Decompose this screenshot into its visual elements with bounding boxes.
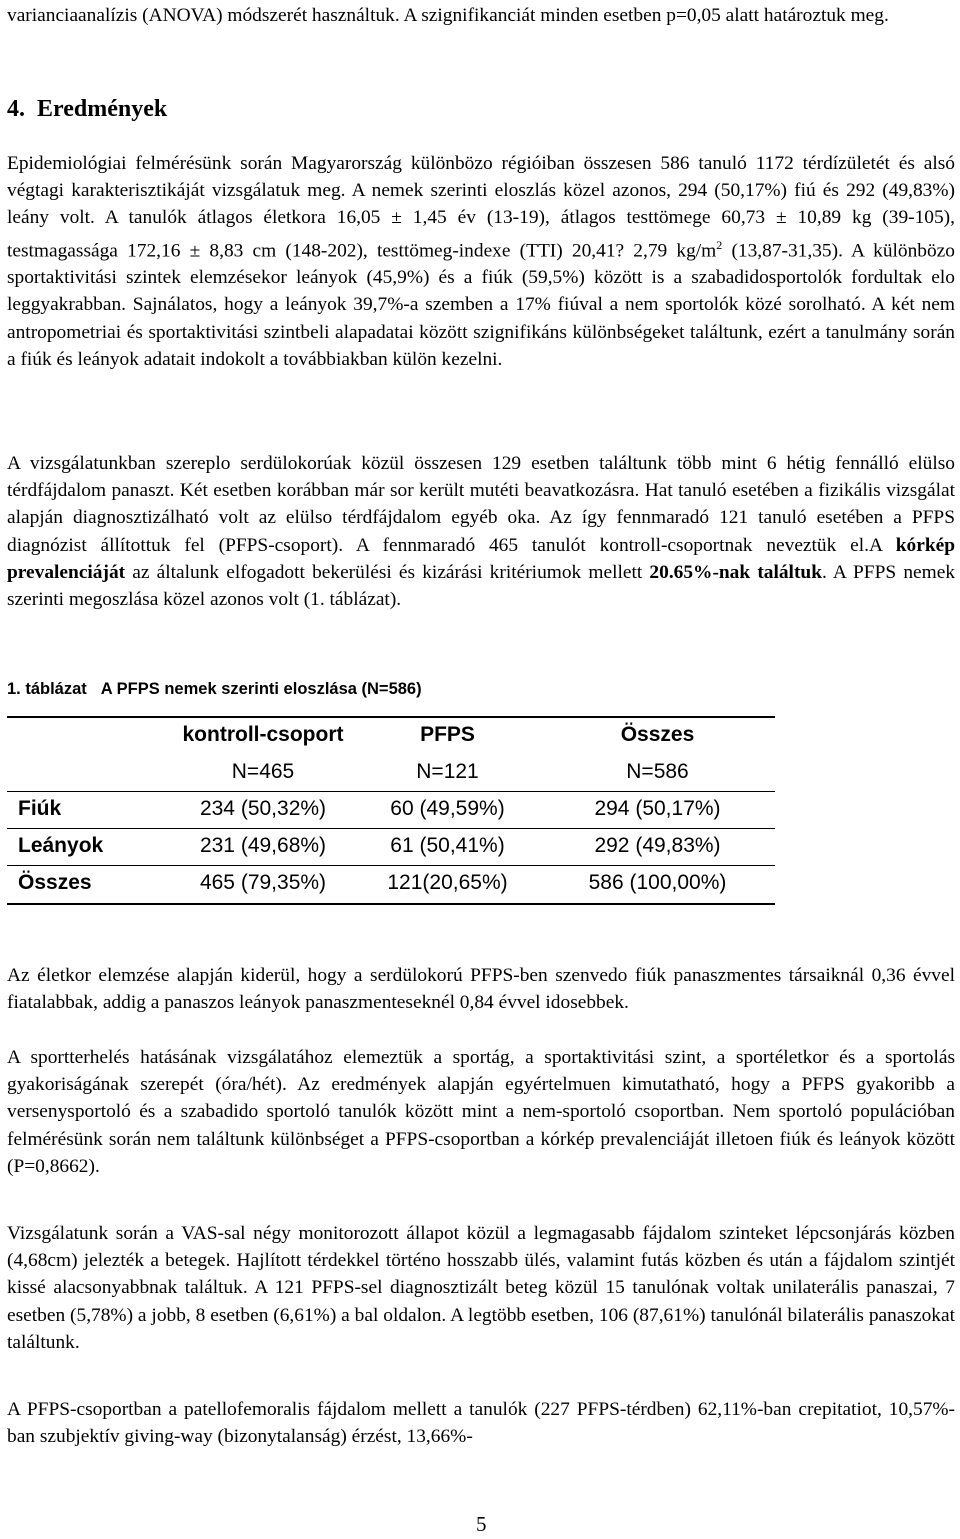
section-title: Eredmények bbox=[37, 96, 168, 122]
count-control-group: N=465 bbox=[231, 760, 295, 783]
cell-boys-control: 234 (50,32%) bbox=[199, 797, 327, 820]
intro-text: varianciaanalízis (ANOVA) módszerét használtuk. A szignifikanciát minden esetben p=0,05 alatt határoztuk meg. bbox=[7, 5, 889, 26]
paragraph-pfps-bold-b: 20.65%-nak találtuk bbox=[649, 561, 822, 583]
paragraph-vas-text: Vizsgálatunk során a VAS-sal négy monitorozott állapot közül a legmagasabb fájdalom szinteket lépcsonjárás közben (4,68cm) jelezték a betegek. Hajlított térdekkel történo hosszabb ülés, valamint futás közben és után a fájdalom szintjét kissé alacsonyabbnak találtuk. A 121 PFPS-sel diagnosztizált beteg közül 15 tanulónak voltak unilaterális panaszai, 7 esetben (5,78%) a jobb, 8 esetben (6,61%) a bal oldalon. A legtöbb esetben, 106 (87,61%) tanulónál bilaterális panaszokat találtunk. bbox=[7, 1223, 955, 1353]
table-caption-title: A PFPS nemek szerinti eloszlása (N=586) bbox=[100, 680, 422, 698]
table-bottom-rule bbox=[7, 903, 775, 905]
paragraph-vas-pain bbox=[7, 1220, 955, 1356]
paragraph-sport-load bbox=[7, 1044, 955, 1180]
paragraph-age-text: Az életkor elemzése alapján kiderül, hogy a serdülokorú PFPS-ben szenvedo fiúk panaszmentes társaiknál 0,36 évvel fiatalabbak, addig a panaszos leányok panaszmenteseknél 0,84 évvel idosebbek. bbox=[7, 965, 955, 1014]
row-label-boys: Fiúk bbox=[18, 797, 62, 820]
paragraph-pfps-diagnosis bbox=[7, 450, 955, 613]
paragraph-epidemiology-text-a: Epidemiológiai felmérésünk során Magyarország különbözo régióiban összesen 586 tanuló 1172 térdízületét és alsó végtagi karakterisztikáját vizsgálatuk meg. A nemek szerinti eloszlás közel azonos, 294 (50,17%) fiú és 292 (49,83%) leány volt. A tanulók átlagos életkora 16,05 ± 1,45 év (13-19), átlagos testtömege 60,73 ± 10,89 kg (39-105), testmagassága 172,16 ± 8,83 cm (148-202), testtömeg-indexe (TTI) 20,41? 2,79 kg/m bbox=[7, 153, 955, 262]
cell-girls-total: 292 (49,83%) bbox=[594, 834, 721, 857]
paragraph-epidemiology-text-b: (13,87-31,35). A különbözo sportaktivitási szintek elemzésekor leányok (45,9%) és a fiúk (59,5%) között is a szabadidosportolók fordultak elo leggyakrabban. Sajnálatos, hogy a leányok 39,7%-a szemben a 17% fiúval a nem sportolók közé sorolható. A két nem antropometriai és sportaktivitási szintbeli alapadatai között szignifikáns különbségeket találtunk, ezért a tanulmány során a fiúk és leányok adatait indokolt a továbbiakban külön kezelni. bbox=[7, 240, 955, 370]
count-pfps: N=121 bbox=[416, 760, 479, 783]
page-number: 5 bbox=[476, 1512, 487, 1536]
superscript-2: 2 bbox=[716, 237, 723, 252]
table-caption-label: 1. táblázat bbox=[7, 680, 87, 698]
cell-girls-control: 231 (49,68%) bbox=[199, 834, 327, 857]
table-header-rule bbox=[7, 791, 775, 792]
paragraph-sport-text: A sportterhelés hatásának vizsgálatához elemeztük a sportág, a sportaktivitási szint, a sportéletkor és a sportolás gyakoriságának szerepét (óra/hét). Az eredmények alapján egyértelmuen kimutatható, hogy a PFPS gyakoribb a versenysportoló és a szabadido sportoló tanulók között mint a nem-sportoló csoportban. Nem sportoló populációban felmérésünk során nem találtunk különbséget a PFPS-csoportban a kórkép prevalenciáját illetoen fiúk és leányok között (P=0,8662). bbox=[7, 1047, 955, 1177]
paragraph-pfps-text-a: A vizsgálatunkban szereplo serdülokorúak közül összesen 129 esetben találtunk több mint 6 hétig fennálló elülso térdfájdalom panaszt. Két esetben korábban már sor került mutéti beavatkozásra. Hat tanuló esetében a fizikális vizsgálat alapján diagnosztizálható volt az elülso térdfájdalom egyéb oka. Az így fennmaradó 121 tanuló esetében a PFPS diagnózist állítottuk fel (PFPS-csoport). A fennmaradó 465 tanulót kontroll-csoportnak neveztük el.A bbox=[7, 453, 955, 556]
table-top-rule bbox=[7, 716, 775, 718]
paragraph-pfps-text-b: az általunk elfogadott bekerülési és kizárási kritériumok mellett bbox=[125, 561, 650, 583]
cell-boys-total: 294 (50,17%) bbox=[594, 797, 721, 820]
paragraph-epidemiology bbox=[7, 150, 955, 373]
cell-boys-pfps: 60 (49,59%) bbox=[390, 797, 505, 820]
table-row-rule bbox=[7, 828, 775, 829]
header-total: Összes bbox=[620, 723, 695, 746]
header-control-group: kontroll-csoport bbox=[182, 723, 344, 746]
paragraph-pfps-text-c: . A PFPS nemek szerinti megoszlása közel azonos volt (1. táblázat). bbox=[7, 561, 956, 611]
header-pfps: PFPS bbox=[420, 723, 475, 746]
cell-total-pfps: 121(20,65%) bbox=[387, 871, 508, 894]
row-label-total: Összes bbox=[18, 871, 92, 894]
paragraph-symptoms-text: A PFPS-csoportban a patellofemoralis fájdalom mellett a tanulók (227 PFPS-térdben) 62,11%-ban crepitatiot, 10,57%-ban szubjektív giving-way (bizonytalanság) érzést, 13,66%- bbox=[7, 1399, 955, 1448]
count-total: N=586 bbox=[626, 760, 689, 783]
paragraph-age-analysis bbox=[7, 962, 955, 1016]
table-caption bbox=[7, 680, 422, 699]
cell-girls-pfps: 61 (50,41%) bbox=[390, 834, 505, 857]
table-row-rule bbox=[7, 865, 775, 866]
cell-total-total: 586 (100,00%) bbox=[588, 871, 727, 894]
paragraph-pfps-symptoms bbox=[7, 1396, 955, 1450]
cell-total-control: 465 (79,35%) bbox=[199, 871, 327, 894]
row-label-girls: Leányok bbox=[18, 834, 104, 857]
paragraph-pfps-bold-a: kórkép prevalenciáját bbox=[7, 534, 955, 583]
intro-paragraph bbox=[7, 2, 955, 29]
section-heading bbox=[7, 96, 167, 123]
section-number: 4. bbox=[7, 96, 25, 122]
